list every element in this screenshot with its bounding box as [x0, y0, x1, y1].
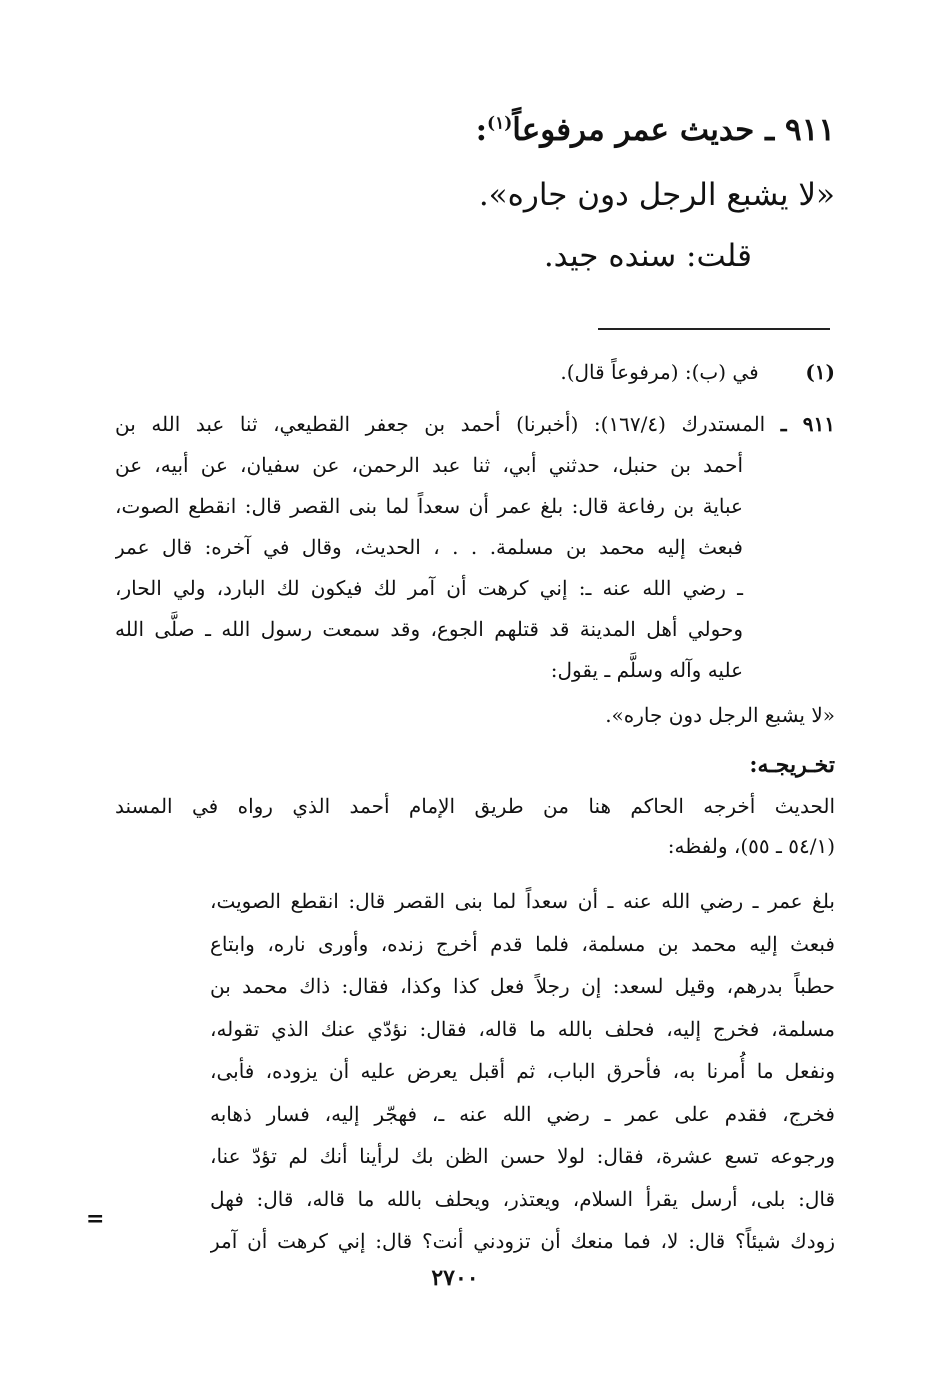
hadith-comment [544, 238, 752, 274]
narration-line: فخرج، فقدم على عمر ـ رضي الله عنه ـ، فهجّر إليه، فسار ذهابه [210, 1101, 835, 1126]
narration-line: زودك شيئاً؟ قال: لا، فما منعك أن تزودني أنت؟ قال: إني كرهت أن آمر [210, 1229, 835, 1253]
narration-line: مسلمة، فخرج إليه، فحلف بالله ما قاله، فقال: نؤدّي عنك الذي تقوله، [210, 1016, 835, 1041]
comment-text: سنده جيد. [543, 238, 677, 274]
takhrij-block [115, 786, 835, 866]
footnote-reference: (١) [487, 113, 513, 134]
narration-line: بلغ عمر ـ رضي الله عنه ـ أن سعداً لما بنى القصر قال: انقطع الصويت، [210, 889, 835, 913]
footnote-divider [598, 328, 830, 330]
commentary-line: ـ رضي الله عنه ـ: إني كرهت أن آمر لك فيكون لك البارد، ولي الحار، [115, 576, 743, 600]
hadith-number: ٩١١ [785, 112, 835, 148]
footnote-text: في (ب): (مرفوعاً قال). [560, 360, 759, 384]
narration-line: فبعث إليه محمد بن مسلمة، فلما قدم أخرج زنده، وأورى ناره، وابتاع [210, 931, 835, 956]
footnote [560, 360, 835, 384]
narration-line: قال: بلى، أرسل يقرأ السلام، ويعتذر، ويحلف بالله ما قاله، قال: فهل [210, 1186, 835, 1211]
hadith-heading-text: حديث عمر مرفوعاً [512, 112, 755, 148]
commentary-line: ٩١١ ـ المستدرك (١٦٧/٤): (أخبرنا) أحمد بن جعفر القطيعي، ثنا عبد الله بن [115, 412, 835, 436]
comment-label: قلت: [686, 238, 752, 274]
commentary-line: عليه وآله وسلَّم ـ يقول: [550, 658, 743, 682]
narration-block [210, 880, 835, 1263]
commentary-line: عباية بن رفاعة قال: بلغ عمر أن سعداً لما بنى القصر قال: انقطع الصوت، [115, 494, 743, 518]
narration-line: ونفعل ما أُمرنا به، فأحرق الباب، ثم أقبل يعرض عليه أن يزوده، فأبى، [210, 1059, 835, 1083]
commentary-line: فبعث إليه محمد بن مسلمة. . . ، الحديث، وقال في آخره: قال عمر [115, 535, 743, 559]
commentary-entry-number: ٩١١ ـ [780, 412, 835, 436]
takhrij-heading: تخـريجـه: [749, 752, 835, 778]
page-number: ٢٧٠٠ [431, 1265, 479, 1291]
takhrij-line: الحديث أخرجه الحاكم هنا من طريق الإمام أحمد الذي رواه في المسند [115, 794, 835, 818]
continuation-mark: = [86, 1206, 105, 1232]
commentary-quote: «لا يشبع الرجل دون جاره». [605, 703, 835, 727]
hadith-heading-dash: ـ [765, 112, 775, 148]
narration-line: حطباً بدرهم، وقيل لسعد: إن رجلاً فعل كذا وكذا، فقال: ذاك محمد بن [210, 974, 835, 998]
hadith-heading-colon: : [475, 112, 488, 148]
hadith-text: «لا يشبع الرجل دون جاره». [478, 177, 835, 213]
commentary-line: أحمد بن حنبل، حدثني أبي، ثنا عبد الرحمن، عن سفيان، عن أبيه، عن [115, 453, 743, 477]
commentary-line: وحولي أهل المدينة قد قتلهم الجوع، وقد سمعت رسول الله ـ صلَّى الله [115, 617, 743, 641]
takhrij-line: (٥٤/١ ـ ٥٥)، ولفظه: [667, 834, 835, 858]
hadith-heading [476, 112, 835, 148]
narration-line: ورجوعه تسع عشرة، فقال: لولا حسن الظن بك لرأينا أنك لم تؤدّ عنا، [210, 1144, 835, 1168]
commentary-block [115, 404, 835, 691]
footnote-number: (١) [805, 360, 835, 384]
